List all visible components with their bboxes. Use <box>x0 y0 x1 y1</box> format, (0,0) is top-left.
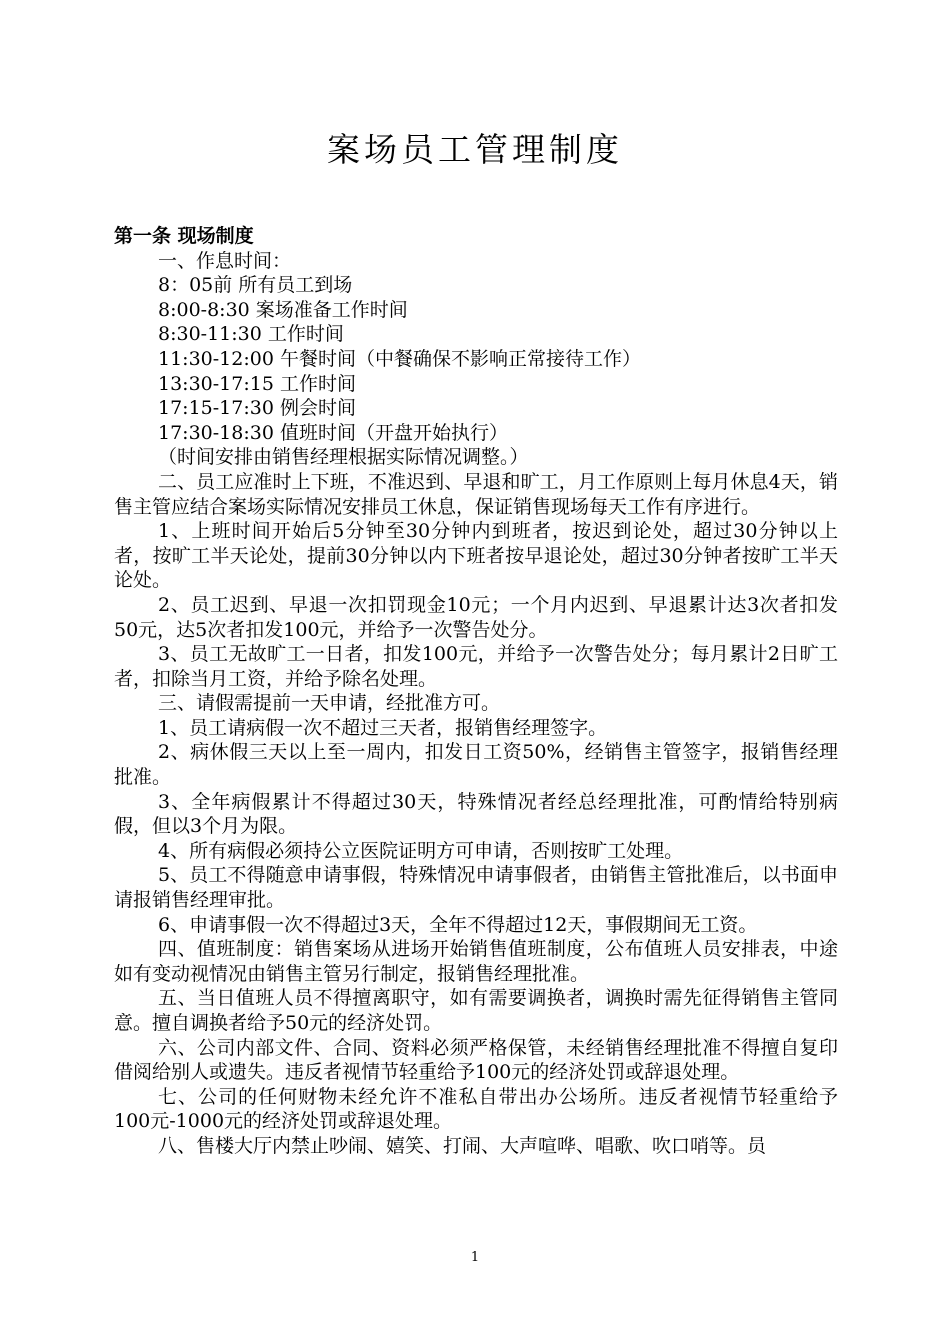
schedule-line: 13:30-17:15 工作时间 <box>158 372 356 395</box>
schedule-line: 17:15-17:30 例会时间 <box>158 397 356 420</box>
paragraph: 六、公司内部文件、合同、资料必须严格保管，未经销售经理批准不得擅自复印借阅给别人或遗失。违反者视情节轻重给予100元的经济处罚或辞退处理。 <box>114 1036 838 1084</box>
page-number: 1 <box>470 1250 480 1265</box>
paragraph: 一、作息时间： <box>158 249 292 272</box>
document-body <box>114 224 838 1159</box>
section-heading: 第一条 现场制度 <box>114 225 254 247</box>
paragraph: 1、上班时间开始后5分钟至30分钟内到班者，按迟到论处，超过30分钟以上者，按旷工半天论处，提前30分钟以内下班者按早退论处，超过30分钟者按旷工半天论处。 <box>114 520 838 592</box>
schedule-line: 8:00-8:30 案场准备工作时间 <box>158 298 408 321</box>
schedule-line: 11:30-12:00 午餐时间（中餐确保不影响正常接待工作） <box>158 347 641 370</box>
schedule-note: （时间安排由销售经理根据实际情况调整。） <box>158 446 529 469</box>
paragraph: 三、请假需提前一天申请，经批准方可。 <box>158 692 501 715</box>
paragraph: 五、当日值班人员不得擅离职守，如有需要调换者，调换时需先征得销售主管同意。擅自调换者给予50元的经济处罚。 <box>114 987 838 1034</box>
document-title: 案场员工管理制度 <box>327 130 623 169</box>
paragraph: 3、全年病假累计不得超过30天，特殊情况者经总经理批准，可酌情给特别病假，但以3个月为限。 <box>114 790 838 838</box>
paragraph: 3、员工无故旷工一日者，扣发100元，并给予一次警告处分；每月累计2日旷工者，扣除当月工资，并给予除名处理。 <box>114 643 838 690</box>
paragraph: 6、申请事假一次不得超过3天，全年不得超过12天，事假期间无工资。 <box>158 913 758 936</box>
paragraph: 八、售楼大厅内禁止吵闹、嬉笑、打闹、大声喧哗、唱歌、吹口哨等。员 <box>158 1134 767 1157</box>
paragraph: 七、公司的任何财物未经允许不准私自带出办公场所。违反者视情节轻重给予100元-1000元的经济处罚或辞退处理。 <box>114 1085 838 1133</box>
schedule-line: 8:30-11:30 工作时间 <box>158 323 344 346</box>
schedule-line: 8：05前 所有员工到场 <box>158 274 353 297</box>
paragraph: 4、所有病假必须持公立医院证明方可申请，否则按旷工处理。 <box>158 839 684 862</box>
paragraph: 2、病休假三天以上至一周内，扣发日工资50%，经销售主管签字，报销售经理批准。 <box>114 741 838 789</box>
schedule-line: 17:30-18:30 值班时间（开盘开始执行） <box>158 421 508 444</box>
paragraph: 2、员工迟到、早退一次扣罚现金10元；一个月内迟到、早退累计达3次者扣发50元，达5次者扣发100元，并给予一次警告处分。 <box>114 593 838 641</box>
paragraph: 5、员工不得随意申请事假，特殊情况申请事假者，由销售主管批准后，以书面申请报销售经理审批。 <box>114 864 838 912</box>
paragraph: 四、值班制度：销售案场从进场开始销售值班制度，公布值班人员安排表，中途如有变动视情况由销售主管另行制定，报销售经理批准。 <box>114 938 838 985</box>
paragraph: 1、员工请病假一次不超过三天者，报销售经理签字。 <box>158 716 608 739</box>
paragraph: 二、员工应准时上下班，不准迟到、早退和旷工，月工作原则上每月休息4天，销售主管应结合案场实际情况安排员工休息，保证销售现场每天工作有序进行。 <box>114 470 838 518</box>
